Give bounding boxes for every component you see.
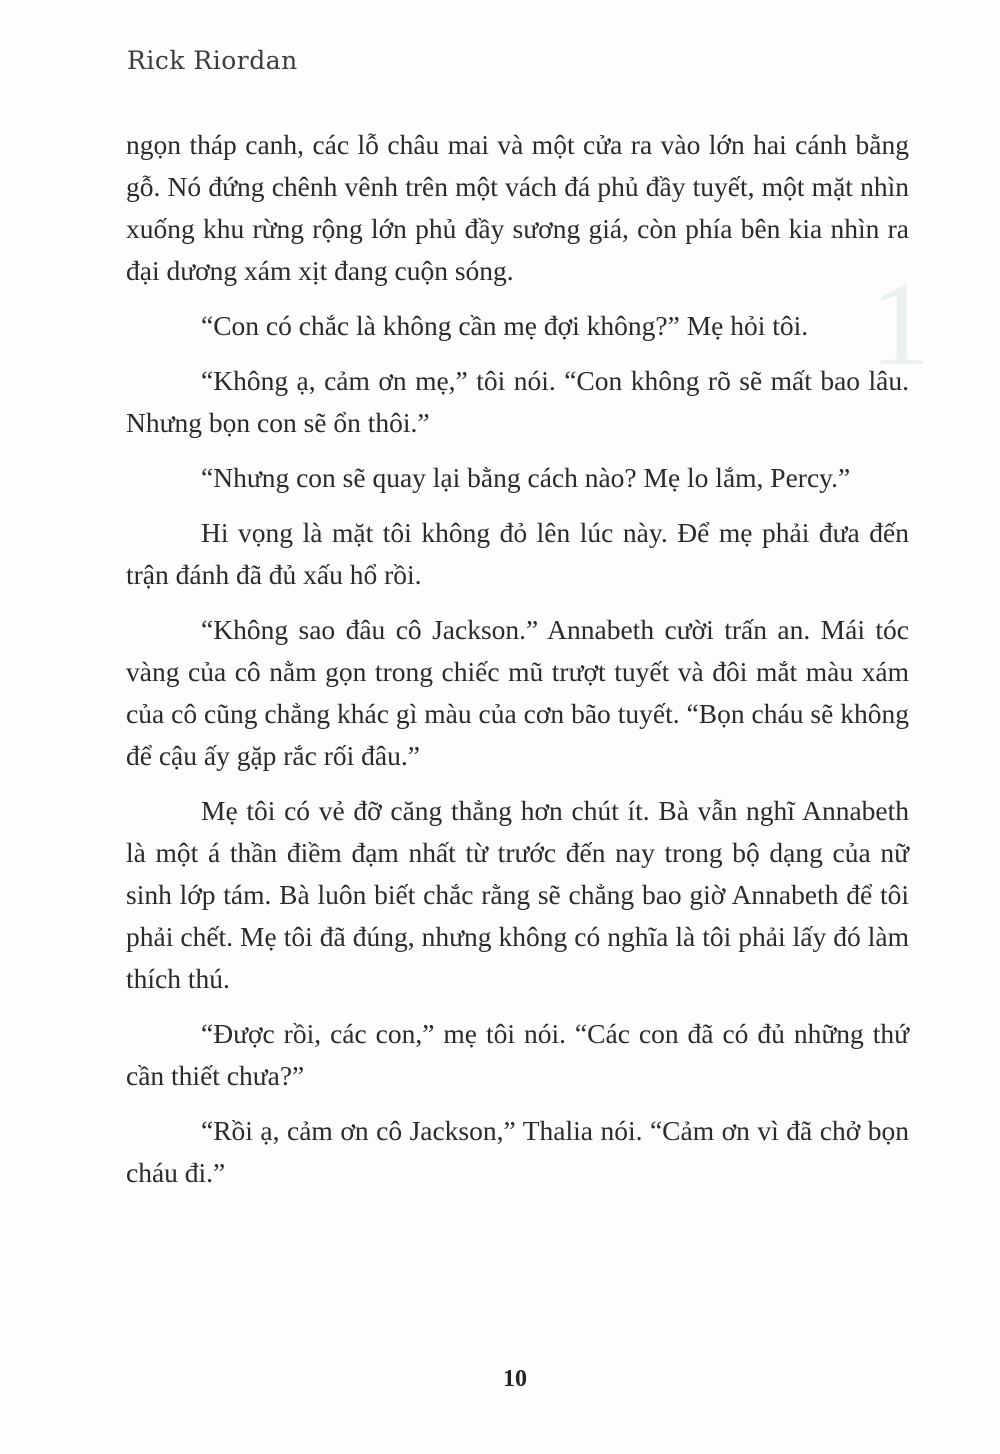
paragraph-6: Mẹ tôi có vẻ đỡ căng thẳng hơn chút ít. Bà vẫn nghĩ Annabeth là một á thần điềm đạm nhất từ trước đến nay trong bộ dạng của nữ sinh lớp tám. Bà luôn biết chắc rằng sẽ chẳng bao giờ Annabeth để tôi phải chết. Mẹ tôi đã đúng, nhưng không có nghĩa là tôi phải lấy đó làm thích thú. (126, 795, 909, 994)
paragraph-5: “Không sao đâu cô Jackson.” Annabeth cười trấn an. Mái tóc vàng của cô nằm gọn trong chiếc mũ trượt tuyết và đôi mắt màu xám của cô cũng chẳng khác gì màu của cơn bão tuyết. “Bọn cháu sẽ không để cậu ấy gặp rắc rối đâu.” (126, 614, 909, 771)
show-through-chapter-numeral: 1 (870, 257, 930, 390)
paragraph-4: Hi vọng là mặt tôi không đỏ lên lúc này. Để mẹ phải đưa đến trận đánh đã đủ xấu hổ rồi. (126, 517, 909, 590)
paragraph-1: “Con có chắc là không cần mẹ đợi không?” Mẹ hỏi tôi. (201, 310, 809, 341)
paragraph-8: “Rồi ạ, cảm ơn cô Jackson,” Thalia nói. “Cảm ơn vì đã chở bọn cháu đi.” (126, 1115, 909, 1188)
paragraph-2: “Không ạ, cảm ơn mẹ,” tôi nói. “Con không rõ sẽ mất bao lâu. Nhưng bọn con sẽ ổn thôi.” (126, 365, 909, 438)
paragraph-0: ngọn tháp canh, các lỗ châu mai và một cửa ra vào lớn hai cánh bằng gỗ. Nó đứng chênh vênh trên một vách đá phủ đầy tuyết, một mặt nhìn xuống khu rừng rộng lớn phủ đầy sương giá, còn phía bên kia nhìn ra đại dương xám xịt đang cuộn sóng. (126, 129, 909, 286)
body-text (126, 124, 909, 1207)
running-header-author: Rick Riordan (127, 46, 298, 75)
paragraph-3: “Nhưng con sẽ quay lại bằng cách nào? Mẹ lo lắm, Percy.” (201, 462, 851, 493)
paragraph-7: “Được rồi, các con,” mẹ tôi nói. “Các con đã có đủ những thứ cần thiết chưa?” (126, 1018, 909, 1091)
page-number: 10 (503, 1366, 527, 1392)
